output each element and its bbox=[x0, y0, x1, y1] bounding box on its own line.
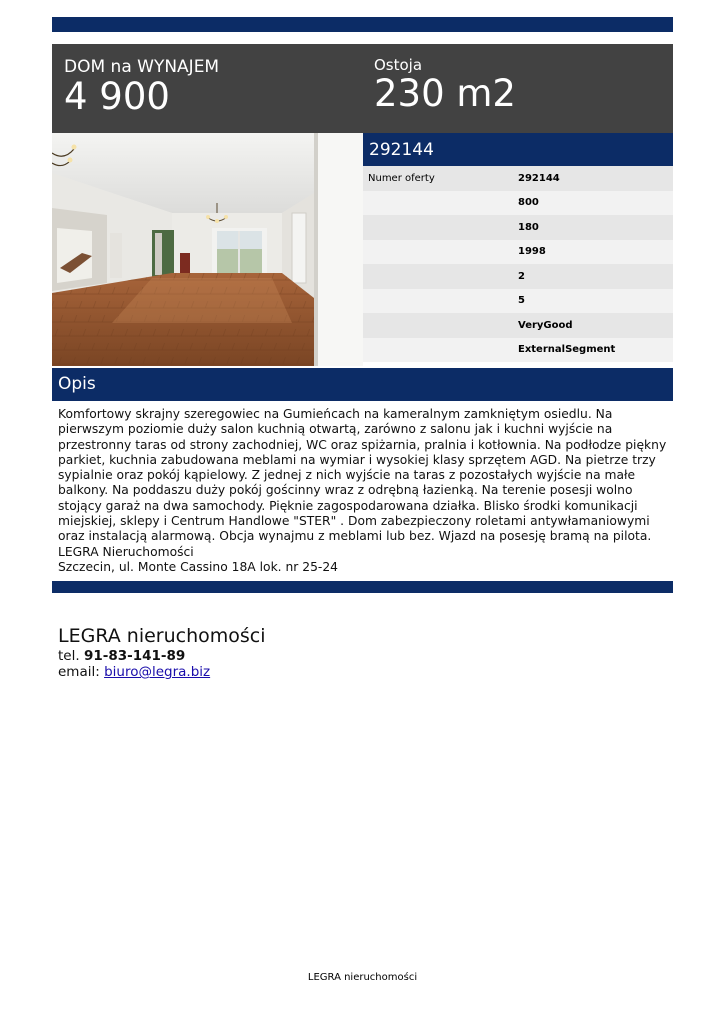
detail-row bbox=[363, 215, 673, 240]
listing-location: Ostoja bbox=[374, 56, 423, 74]
bottom-bar bbox=[52, 581, 673, 593]
detail-row bbox=[363, 289, 673, 314]
detail-value: ExternalSegment bbox=[518, 344, 616, 356]
detail-row bbox=[363, 313, 673, 338]
phone-number: 91-83-141-89 bbox=[83, 648, 186, 664]
detail-value: 1998 bbox=[518, 246, 546, 258]
description-address: Szczecin, ul. Monte Cassino 18A lok. nr 25-24 bbox=[58, 559, 338, 574]
detail-value: VeryGood bbox=[518, 319, 573, 331]
detail-row bbox=[363, 240, 673, 265]
detail-value: 5 bbox=[518, 295, 525, 307]
offer-id-banner: 292144 bbox=[363, 133, 673, 166]
contact-block bbox=[58, 624, 266, 680]
listing-area: 230 m2 bbox=[374, 72, 516, 115]
contact-email-line bbox=[58, 664, 266, 680]
detail-value: 800 bbox=[518, 197, 539, 209]
email-label: email: bbox=[58, 664, 100, 680]
top-bar bbox=[52, 17, 673, 32]
contact-phone-line bbox=[58, 648, 266, 664]
page-footer: LEGRA nieruchomości bbox=[307, 972, 418, 983]
detail-row bbox=[363, 264, 673, 289]
detail-label: Numer oferty bbox=[368, 172, 435, 184]
contact-company: LEGRA nieruchomości bbox=[58, 625, 266, 647]
description-text: Komfortowy skrajny szeregowiec na Gumieńcach na kameralnym zamkniętym osiedlu. Na pierwszym poziomie duży salon kuchnią otwartą, zarówno z salonu jak i kuchni wyjście na przestronny taras od strony zachodniej, WC oraz spiżarnia, pralnia i kotłownia. Na podłodze piękny parkiet, kuchnia zabudowana meblami na wymiar i wysokiej klasy sprzętem AGD. Na pietrze trzy sypialnie oraz pokój kąpielowy. Z jednej z nich wyjście na taras z pozostałych wyjście na małe balkony. Na poddaszu duży pokój gościnny wraz z odrębną łazienką. Na terenie posesji wolno stojący garaż na dwa samochody. Pięknie zagospodarowana działka. Blisko środki komunikacji miejskiej, sklepy i Centrum Handlowe "STER" . Dom zabezpieczony roletami antywłamaniowymi oraz instalacją alarmową. Obcja wynajmu z meblami lub bez. Wjazd na posesję bramą na pilota. bbox=[58, 407, 667, 544]
detail-row bbox=[363, 338, 673, 363]
description-heading: Opis bbox=[52, 368, 673, 401]
listing-header bbox=[52, 44, 673, 133]
detail-row bbox=[363, 191, 673, 216]
phone-label: tel. bbox=[58, 648, 80, 664]
listing-price: 4 900 bbox=[64, 75, 170, 118]
offer-details-table bbox=[363, 166, 673, 362]
detail-row bbox=[363, 166, 673, 191]
detail-value: 2 bbox=[518, 270, 525, 282]
property-photo bbox=[52, 133, 363, 366]
detail-value: 292144 bbox=[518, 172, 560, 184]
listing-type: DOM na WYNAJEM bbox=[64, 57, 220, 77]
detail-value: 180 bbox=[518, 221, 539, 233]
description-body bbox=[58, 407, 668, 575]
description-agency: LEGRA Nieruchomości bbox=[58, 544, 194, 559]
email-link[interactable]: biuro@legra.biz bbox=[104, 664, 211, 680]
